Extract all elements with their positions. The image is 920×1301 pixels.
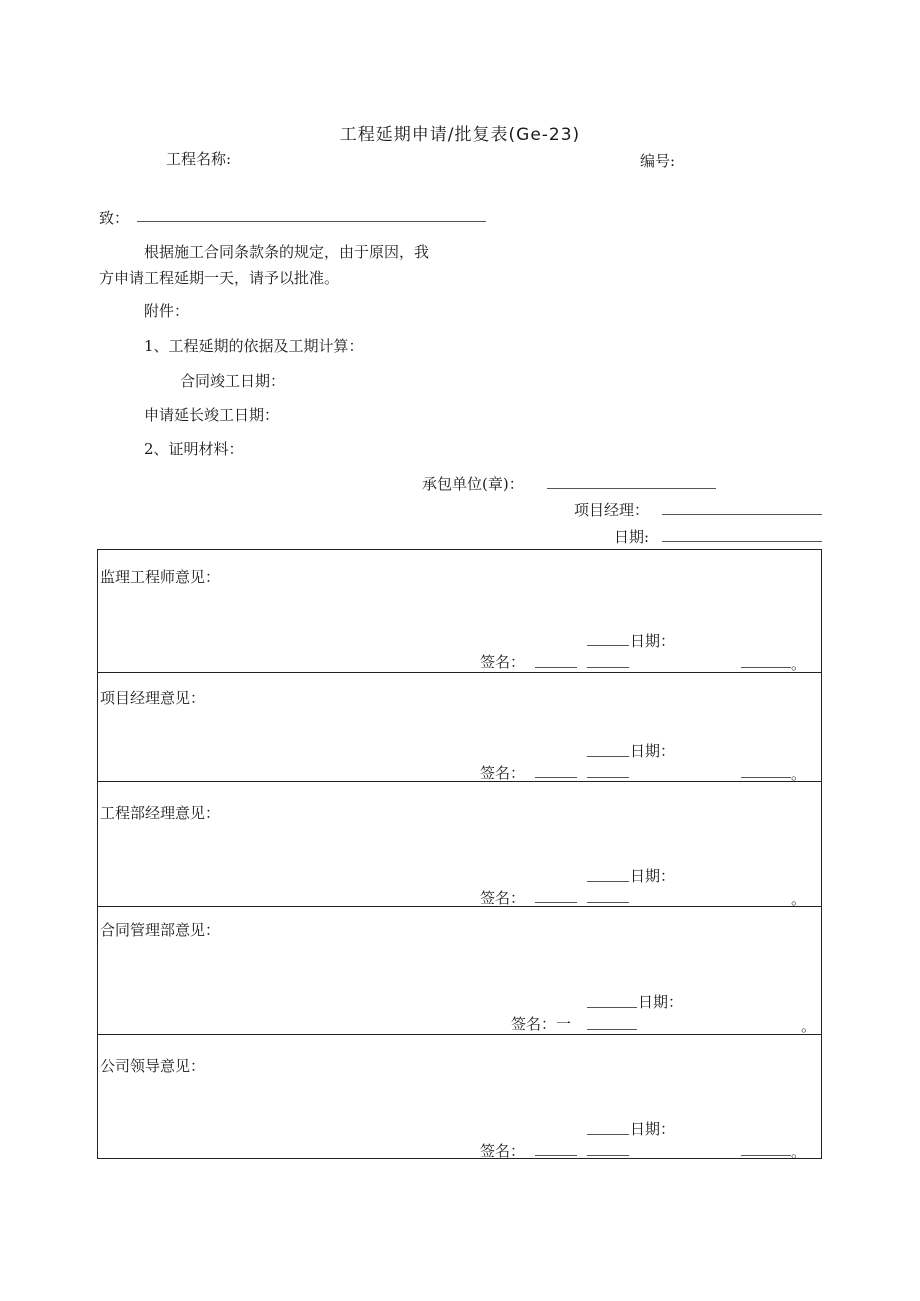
attachment-item-2: 2、证明材料： <box>144 440 244 458</box>
sign-label: 签名： <box>480 764 526 782</box>
company-leader-opinion-section <box>98 1035 821 1160</box>
signature-field-2[interactable] <box>587 777 629 778</box>
date-label: 日期： <box>630 1120 676 1138</box>
contract-completion-date-label: 合同竣工日期： <box>180 372 286 390</box>
date-label: 日期： <box>630 867 676 885</box>
date-line[interactable] <box>587 645 629 646</box>
date-line[interactable] <box>587 1134 629 1135</box>
project-manager-opinion-section <box>98 673 821 782</box>
end-mark: 。 <box>791 1143 807 1161</box>
date-line[interactable] <box>587 1007 637 1008</box>
contract-management-opinion-section <box>98 907 821 1035</box>
applicant-date-field[interactable] <box>662 541 822 542</box>
extended-completion-date-label: 申请延长竣工日期： <box>144 406 280 424</box>
signature-field[interactable] <box>535 667 577 668</box>
sign-label: 签名： <box>480 1142 526 1160</box>
serial-number-label: 编号: <box>640 152 676 170</box>
recipient-label: 致： <box>99 209 130 227</box>
section-label: 监理工程师意见： <box>100 568 221 586</box>
end-mark: 。 <box>791 655 807 673</box>
approval-table <box>97 549 822 1159</box>
body-line-2: 方申请工程延期一天，请予以批准。 <box>99 269 340 287</box>
recipient-field[interactable] <box>137 221 486 222</box>
section-label: 项目经理意见： <box>100 689 206 707</box>
signature-field[interactable] <box>535 902 577 903</box>
date-label: 日期： <box>630 742 676 760</box>
date-line[interactable] <box>587 756 629 757</box>
date-value-field[interactable] <box>741 667 791 668</box>
section-label: 合同管理部意见： <box>100 921 221 939</box>
signature-field-2[interactable] <box>587 902 629 903</box>
section-label: 工程部经理意见： <box>100 804 221 822</box>
sign-label: 签名： <box>480 653 526 671</box>
signature-field[interactable] <box>535 777 577 778</box>
sign-label: 签名： <box>480 889 526 907</box>
signature-field[interactable] <box>587 1029 637 1030</box>
contractor-seal-field[interactable] <box>547 488 716 489</box>
date-value-field[interactable] <box>741 777 791 778</box>
form-title: 工程延期申请/批复表(Ge-23) <box>339 125 581 145</box>
end-mark: 。 <box>791 890 807 908</box>
end-mark: 。 <box>791 765 807 783</box>
signature-field[interactable] <box>535 1155 577 1156</box>
attachment-item-1: 1、工程延期的依据及工期计算： <box>144 337 364 355</box>
contractor-seal-label: 承包单位(章)： <box>422 475 524 493</box>
project-name-label: 工程名称: <box>166 150 232 168</box>
date-label: 日期： <box>638 993 684 1011</box>
supervisor-opinion-section <box>98 550 821 673</box>
attachment-label: 附件： <box>144 302 190 320</box>
body-line-1: 根据施工合同条款条的规定，由于原因，我 <box>144 243 430 261</box>
section-label: 公司领导意见： <box>100 1057 206 1075</box>
date-value-field[interactable] <box>741 1155 791 1156</box>
applicant-date-label: 日期: <box>614 528 650 546</box>
engineering-manager-opinion-section <box>98 782 821 907</box>
date-label: 日期： <box>630 632 676 650</box>
sign-label: 签名：一 <box>511 1015 572 1033</box>
date-line[interactable] <box>587 881 629 882</box>
end-mark: 。 <box>801 1017 817 1035</box>
project-manager-label: 项目经理： <box>574 501 650 519</box>
project-manager-field[interactable] <box>662 514 822 515</box>
signature-field-2[interactable] <box>587 667 629 668</box>
signature-field-2[interactable] <box>587 1155 629 1156</box>
